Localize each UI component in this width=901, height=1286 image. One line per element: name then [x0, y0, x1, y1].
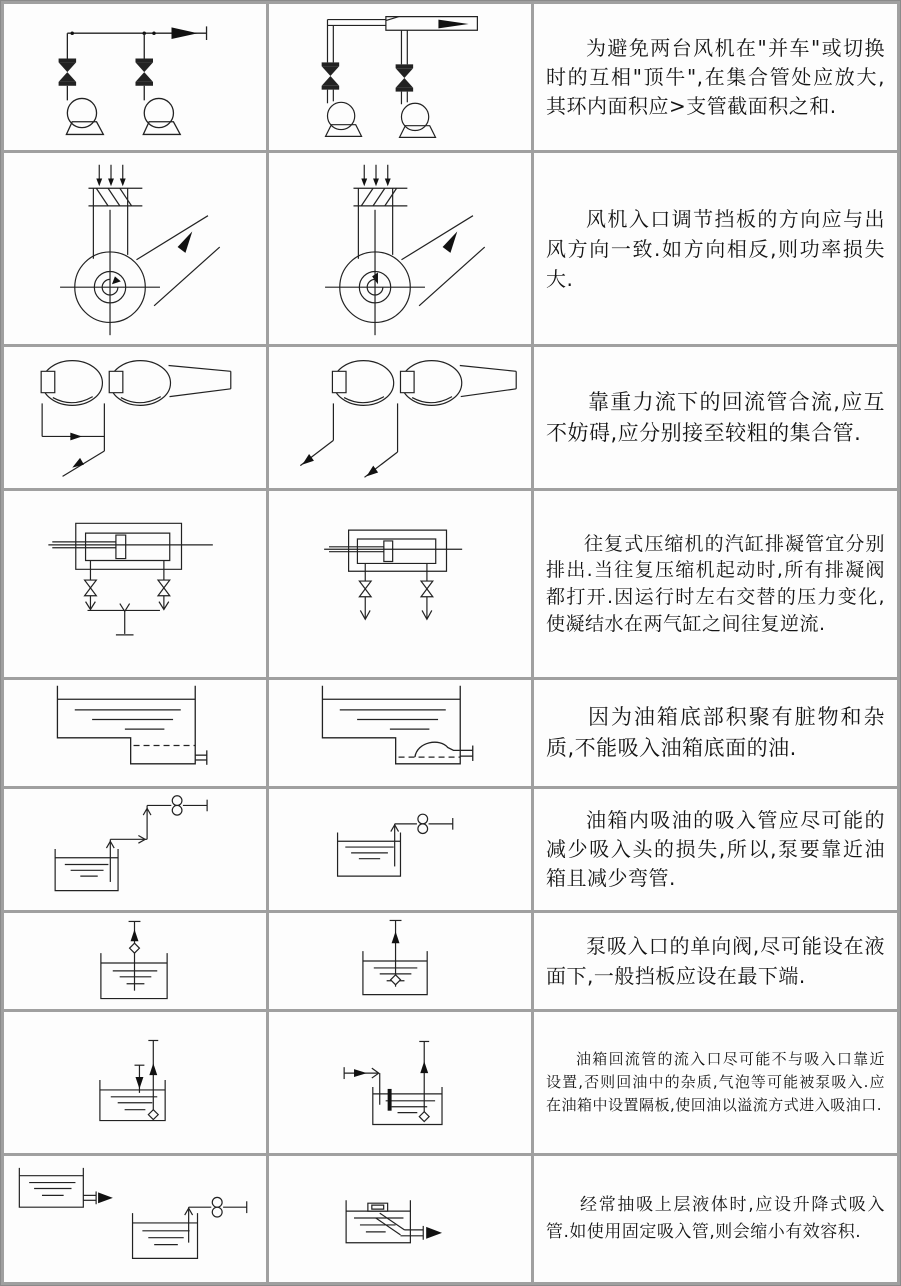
baffle-overflow-return-diagram-b: [269, 1012, 531, 1153]
gravity-return-lines-diagram-b: [269, 347, 531, 488]
floating-suction-pipe-diagram-b: [269, 1156, 531, 1282]
row2-diagram-a-cell: [4, 153, 266, 344]
row1-diagram-a-cell: [4, 4, 266, 150]
row6-diagram-b-cell: [269, 789, 531, 910]
row8-diagram-a-cell: [4, 1012, 266, 1153]
row7-diagram-b-cell: [269, 913, 531, 1009]
row2-note-text: 风机入口调节挡板的方向应与出风方向一致.如方向相反,则功率损失大.: [546, 206, 885, 291]
two-fans-enlarged-header-diagram-b: [269, 4, 531, 150]
row5-diagram-a-cell: [4, 680, 266, 786]
row4-note-cell: [534, 491, 897, 677]
row3-note-cell: [534, 347, 897, 488]
oil-tank-sump-suction-diagram-a: [4, 680, 266, 786]
compressor-cylinder-drains-diagram-b: [269, 491, 531, 677]
fan-inlet-damper-diagram-b: [269, 153, 531, 344]
row2-note-cell: [534, 153, 897, 344]
row8-diagram-b-cell: [269, 1012, 531, 1153]
row4-diagram-b-cell: [269, 491, 531, 677]
oil-tank-sump-suction-diagram-b: [269, 680, 531, 786]
row9-diagram-b-cell: [269, 1156, 531, 1282]
row6-note-text: 油箱内吸油的吸入管应尽可能的减少吸入头的损失,所以,泵要靠近油箱且减少弯管.: [546, 808, 885, 890]
row5-diagram-b-cell: [269, 680, 531, 786]
tank-pump-close-diagram-b: [269, 789, 531, 910]
row4-diagram-a-cell: [4, 491, 266, 677]
row3-diagram-a-cell: [4, 347, 266, 488]
row8-note-cell: [534, 1012, 897, 1153]
row2-diagram-b-cell: [269, 153, 531, 344]
return-near-suction-diagram-a: [4, 1012, 266, 1153]
fan-inlet-damper-diagram-a: [4, 153, 266, 344]
row3-note-text: 靠重力流下的回流管合流,应互不妨碍,应分别接至较粗的集合管.: [546, 390, 885, 445]
row6-diagram-a-cell: [4, 789, 266, 910]
two-fans-manifold-diagram-a: [4, 4, 266, 150]
row9-diagram-a-cell: [4, 1156, 266, 1282]
row4-note-text: 往复式压缩机的汽缸排凝管宜分别排出.当往复压缩机起动时,所有排凝阀都打开.因运行时左右交替的压力变化,使凝结水在两气缸之间往复逆流.: [546, 532, 885, 635]
row5-note-text: 因为油箱底部积聚有脏物和杂质,不能吸入油箱底面的油.: [546, 704, 885, 760]
row8-note-text: 油箱回流管的流入口尽可能不与吸入口靠近设置,否则回油中的杂质,气泡等可能被泵吸入.应在油箱中设置隔板,使回油以溢流方式进入吸油口.: [546, 1049, 885, 1115]
check-valve-below-liquid-diagram-b: [269, 913, 531, 1009]
compressor-cylinder-drains-diagram-a: [4, 491, 266, 677]
row9-note-cell: [534, 1156, 897, 1282]
row7-diagram-a-cell: [4, 913, 266, 1009]
row7-note-text: 泵吸入口的单向阀,尽可能设在液面下,一般挡板应设在最下端.: [546, 934, 885, 988]
row3-diagram-b-cell: [269, 347, 531, 488]
row9-note-text: 经常抽吸上层液体时,应设升降式吸入管.如使用固定吸入管,则会缩小有效容积.: [546, 1194, 885, 1242]
row1-note-text: 为避免两台风机在"并车"或切换时的互相"顶牛",在集合管处应放大,其环内面积应>支管截面积之和.: [546, 35, 885, 118]
gravity-return-lines-diagram-a: [4, 347, 266, 488]
row7-note-cell: [534, 913, 897, 1009]
fixed-suction-pipes-diagram-a: [4, 1156, 266, 1282]
row1-diagram-b-cell: [269, 4, 531, 150]
row5-note-cell: [534, 680, 897, 786]
row1-note-cell: [534, 4, 897, 150]
row6-note-cell: [534, 789, 897, 910]
tank-pump-many-elbows-diagram-a: [4, 789, 266, 910]
check-valve-above-liquid-diagram-a: [4, 913, 266, 1009]
